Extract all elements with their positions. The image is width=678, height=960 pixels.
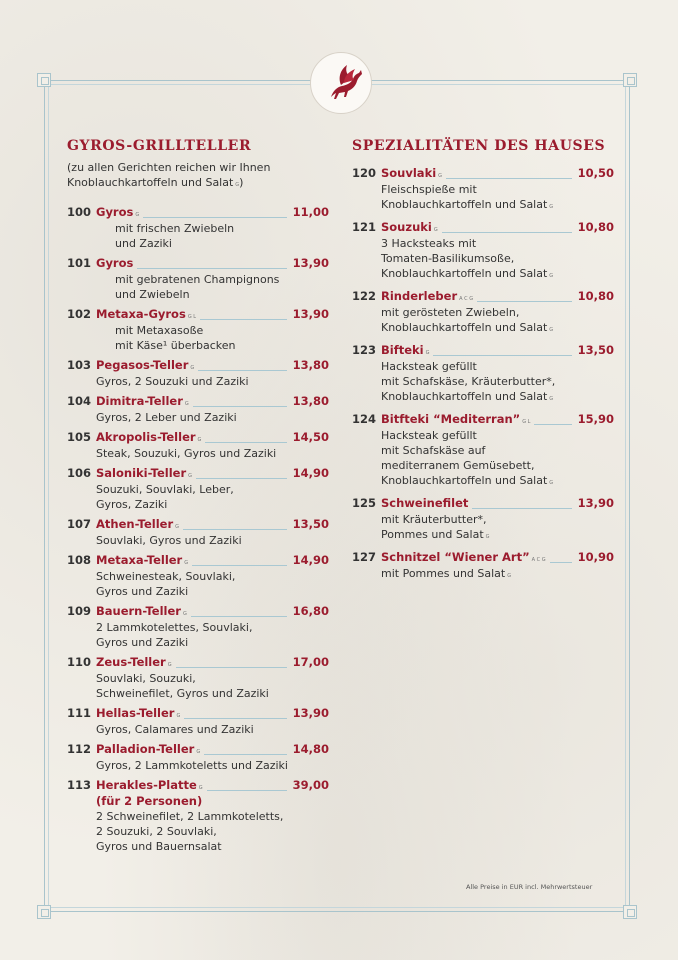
item-description bbox=[352, 305, 614, 320]
item-description-text: Gyros und Zaziki bbox=[96, 636, 189, 649]
item-description bbox=[352, 443, 614, 458]
item-price: 13,50 bbox=[292, 517, 329, 531]
item-description bbox=[352, 389, 614, 407]
item-description bbox=[67, 497, 329, 512]
menu-item-line bbox=[67, 778, 329, 794]
item-name: Gyros bbox=[96, 256, 134, 270]
price-rule bbox=[477, 301, 572, 302]
item-number: 123 bbox=[352, 343, 377, 357]
menu-item-line bbox=[352, 412, 614, 428]
price-rule bbox=[183, 529, 287, 530]
menu-item bbox=[67, 604, 329, 650]
allergen-codes: G bbox=[549, 480, 554, 486]
menu-item bbox=[67, 778, 329, 854]
item-description bbox=[352, 512, 614, 527]
item-number: 107 bbox=[67, 517, 92, 531]
item-name: Schweinefilet bbox=[381, 496, 469, 510]
item-description-text: Schweinesteak, Souvlaki, bbox=[96, 570, 236, 583]
item-name: Rinderleber bbox=[381, 289, 458, 303]
item-price: 14,90 bbox=[292, 466, 329, 480]
item-price: 10,80 bbox=[577, 220, 614, 234]
item-description-text: und Zaziki bbox=[115, 237, 172, 250]
price-rule bbox=[192, 565, 287, 566]
item-name: Bauern-Teller bbox=[96, 604, 181, 618]
item-price: 39,00 bbox=[292, 778, 329, 792]
item-description-text: mediterranem Gemüsebett, bbox=[381, 459, 535, 472]
menu-item bbox=[352, 550, 614, 584]
frame-corner-top-left bbox=[37, 73, 51, 87]
item-number: 103 bbox=[67, 358, 92, 372]
allergen-codes: G bbox=[175, 524, 180, 530]
item-number: 125 bbox=[352, 496, 377, 510]
item-description-text: mit gebratenen Champignons bbox=[115, 273, 280, 286]
item-price: 11,00 bbox=[292, 205, 329, 219]
menu-item bbox=[67, 256, 329, 302]
menu-item-line bbox=[67, 430, 329, 446]
menu-item-line bbox=[352, 220, 614, 236]
item-price: 13,90 bbox=[292, 256, 329, 270]
price-rule bbox=[534, 424, 571, 425]
menu-item bbox=[67, 307, 329, 353]
item-number: 122 bbox=[352, 289, 377, 303]
item-description-text: Hacksteak gefüllt bbox=[381, 360, 477, 373]
item-description-text: Gyros, 2 Souzuki und Zaziki bbox=[96, 375, 249, 388]
item-description bbox=[67, 722, 329, 737]
frame-corner-bottom-left bbox=[37, 905, 51, 919]
item-description-text: Steak, Souzuki, Gyros und Zaziki bbox=[96, 447, 277, 460]
item-description bbox=[67, 236, 329, 251]
menu-item bbox=[67, 466, 329, 512]
price-rule bbox=[191, 616, 287, 617]
item-description-text: und Zwiebeln bbox=[115, 288, 190, 301]
item-description bbox=[67, 338, 329, 353]
item-number: 121 bbox=[352, 220, 377, 234]
menu-item bbox=[67, 358, 329, 389]
item-description-text: Pommes und Salat bbox=[381, 528, 484, 541]
item-number: 100 bbox=[67, 205, 92, 219]
item-description bbox=[67, 410, 329, 425]
price-rule bbox=[446, 178, 572, 179]
item-description-text: 2 Schweinefilet, 2 Lammkoteletts, bbox=[96, 810, 284, 823]
item-description-text: Souzuki, Souvlaki, Leber, bbox=[96, 483, 234, 496]
menu-item-line bbox=[67, 466, 329, 482]
item-description bbox=[67, 686, 329, 701]
item-description bbox=[352, 266, 614, 284]
item-description-text: Gyros, 2 Lammkoteletts und Zaziki bbox=[96, 759, 288, 772]
item-description bbox=[352, 527, 614, 545]
allergen-codes: G bbox=[549, 327, 554, 333]
item-description-text: Fleischspieße mit bbox=[381, 183, 477, 196]
item-description-text: Knoblauchkartoffeln und Salat bbox=[381, 321, 548, 334]
price-rule bbox=[184, 718, 286, 719]
item-description bbox=[352, 374, 614, 389]
price-rule bbox=[137, 268, 286, 269]
item-description bbox=[67, 584, 329, 599]
menu-item bbox=[67, 655, 329, 701]
menu-item bbox=[352, 289, 614, 338]
allergen-codes: G bbox=[438, 173, 443, 179]
item-price: 13,90 bbox=[577, 496, 614, 510]
menu-item bbox=[352, 220, 614, 284]
menu-item-line bbox=[67, 604, 329, 620]
item-price: 15,90 bbox=[577, 412, 614, 426]
menu-item-line bbox=[67, 655, 329, 671]
item-price: 10,90 bbox=[577, 550, 614, 564]
item-price: 17,00 bbox=[292, 655, 329, 669]
item-description-text: Gyros, Zaziki bbox=[96, 498, 168, 511]
left-menu-list bbox=[67, 205, 329, 854]
menu-item-line bbox=[352, 343, 614, 359]
item-description-text: Hacksteak gefüllt bbox=[381, 429, 477, 442]
item-description bbox=[67, 809, 329, 824]
item-description bbox=[67, 446, 329, 461]
price-rule bbox=[472, 508, 571, 509]
item-name: Schnitzel “Wiener Art” bbox=[381, 550, 530, 564]
item-number: 113 bbox=[67, 778, 92, 792]
allergen-codes: G bbox=[182, 611, 187, 617]
item-description bbox=[67, 671, 329, 686]
item-description-text: mit Käse¹ überbacken bbox=[115, 339, 236, 352]
item-description-text: Knoblauchkartoffeln und Salat bbox=[381, 390, 548, 403]
item-name: Saloniki-Teller bbox=[96, 466, 187, 480]
allergen-codes: G bbox=[549, 273, 554, 279]
item-number: 106 bbox=[67, 466, 92, 480]
item-name: Metaxa-Teller bbox=[96, 553, 183, 567]
menu-item-line bbox=[67, 205, 329, 221]
allergen-codes: G bbox=[190, 365, 195, 371]
item-number: 120 bbox=[352, 166, 377, 180]
allergen-codes: G bbox=[197, 437, 202, 443]
frame-corner-top-right bbox=[623, 73, 637, 87]
item-number: 108 bbox=[67, 553, 92, 567]
item-description bbox=[67, 287, 329, 302]
item-description bbox=[67, 533, 329, 548]
item-price: 10,80 bbox=[577, 289, 614, 303]
item-extra: (für 2 Personen) bbox=[96, 794, 203, 808]
price-rule bbox=[198, 370, 286, 371]
item-description-text: mit Schafskäse auf bbox=[381, 444, 486, 457]
item-name: Metaxa-Gyros bbox=[96, 307, 186, 321]
item-description-text: mit Pommes und Salat bbox=[381, 567, 506, 580]
item-number: 112 bbox=[67, 742, 92, 756]
item-description bbox=[67, 323, 329, 338]
item-description bbox=[67, 620, 329, 635]
allergen-codes: G bbox=[135, 212, 140, 218]
item-description bbox=[352, 428, 614, 443]
item-price: 13,50 bbox=[577, 343, 614, 357]
item-description bbox=[352, 197, 614, 215]
item-description bbox=[67, 569, 329, 584]
item-description-text: Schweinefilet, Gyros und Zaziki bbox=[96, 687, 269, 700]
frame-corner-bottom-right bbox=[623, 905, 637, 919]
item-description-text: mit Schafskäse, Kräuterbutter*, bbox=[381, 375, 556, 388]
price-footnote: Alle Preise in EUR incl. Mehrwertsteuer bbox=[466, 883, 593, 891]
menu-item-line bbox=[67, 742, 329, 758]
allergen-codes: A C G bbox=[531, 557, 546, 563]
item-description-text: 3 Hacksteaks mit bbox=[381, 237, 477, 250]
item-description-text: Souvlaki, Souzuki, bbox=[96, 672, 196, 685]
price-rule bbox=[205, 442, 286, 443]
item-price: 16,80 bbox=[292, 604, 329, 618]
item-description-text: Souvlaki, Gyros und Zaziki bbox=[96, 534, 242, 547]
menu-item bbox=[67, 553, 329, 599]
menu-item-line bbox=[352, 550, 614, 566]
price-rule bbox=[176, 667, 287, 668]
pegasus-icon bbox=[311, 53, 373, 115]
item-description bbox=[352, 320, 614, 338]
item-name: Bifteki bbox=[381, 343, 424, 357]
item-name: Souvlaki bbox=[381, 166, 437, 180]
item-name: Akropolis-Teller bbox=[96, 430, 196, 444]
allergen-codes: G bbox=[425, 350, 430, 356]
item-name: Athen-Teller bbox=[96, 517, 174, 531]
item-name: Gyros bbox=[96, 205, 134, 219]
allergen-codes: G bbox=[549, 396, 554, 402]
item-description bbox=[352, 458, 614, 473]
item-number: 111 bbox=[67, 706, 92, 720]
allergen-codes: A C G bbox=[459, 296, 474, 302]
menu-item-line bbox=[67, 256, 329, 272]
allergen-codes: G bbox=[507, 573, 512, 579]
item-price: 14,50 bbox=[292, 430, 329, 444]
menu-item bbox=[67, 394, 329, 425]
allergen-codes: G bbox=[176, 713, 181, 719]
item-name: Souzuki bbox=[381, 220, 432, 234]
menu-item bbox=[67, 742, 329, 773]
left-column bbox=[67, 138, 329, 854]
item-description-text: Knoblauchkartoffeln und Salat bbox=[381, 474, 548, 487]
item-price: 14,80 bbox=[292, 742, 329, 756]
item-description-text: mit Metaxasoße bbox=[115, 324, 204, 337]
price-rule bbox=[143, 217, 286, 218]
item-description-text: 2 Lammkotelettes, Souvlaki, bbox=[96, 621, 253, 634]
item-price: 13,90 bbox=[292, 307, 329, 321]
item-description-text: Gyros und Zaziki bbox=[96, 585, 189, 598]
logo bbox=[310, 52, 372, 114]
item-description-text: Knoblauchkartoffeln und Salat bbox=[381, 198, 548, 211]
menu-item bbox=[352, 343, 614, 407]
item-number: 104 bbox=[67, 394, 92, 408]
menu-item-line bbox=[352, 289, 614, 305]
item-description-text: Tomaten-Basilikumsoße, bbox=[381, 252, 515, 265]
allergen-codes: G bbox=[198, 785, 203, 791]
allergen-codes: G bbox=[485, 534, 490, 540]
item-description-text: mit frischen Zwiebeln bbox=[115, 222, 235, 235]
price-rule bbox=[550, 562, 572, 563]
menu-item-line bbox=[67, 307, 329, 323]
item-description-text: Knoblauchkartoffeln und Salat bbox=[381, 267, 548, 280]
item-description bbox=[67, 824, 329, 839]
menu-item bbox=[352, 166, 614, 215]
item-price: 13,80 bbox=[292, 394, 329, 408]
menu-item-line bbox=[67, 394, 329, 410]
menu-item-line bbox=[67, 358, 329, 374]
section-title-spezialitaeten: SPEZIALITÄTEN DES HAUSES bbox=[352, 138, 606, 154]
menu-item bbox=[67, 205, 329, 251]
item-description bbox=[352, 359, 614, 374]
item-number: 109 bbox=[67, 604, 92, 618]
menu-item-line bbox=[352, 496, 614, 512]
menu-item bbox=[352, 496, 614, 545]
item-price: 10,50 bbox=[577, 166, 614, 180]
item-name: Herakles-Platte bbox=[96, 778, 197, 792]
item-price: 14,90 bbox=[292, 553, 329, 567]
item-number: 127 bbox=[352, 550, 377, 564]
item-description bbox=[352, 182, 614, 197]
item-price: 13,90 bbox=[292, 706, 329, 720]
item-name: Dimitra-Teller bbox=[96, 394, 183, 408]
price-rule bbox=[200, 319, 287, 320]
item-description-text: 2 Souzuki, 2 Souvlaki, bbox=[96, 825, 217, 838]
item-description bbox=[352, 251, 614, 266]
item-name: Zeus-Teller bbox=[96, 655, 166, 669]
menu-item bbox=[67, 517, 329, 548]
item-description bbox=[352, 566, 614, 584]
menu-item-line bbox=[67, 517, 329, 533]
price-rule bbox=[442, 232, 572, 233]
item-description bbox=[67, 839, 329, 854]
price-rule bbox=[196, 478, 287, 479]
allergen-codes: G bbox=[433, 227, 438, 233]
item-number: 101 bbox=[67, 256, 92, 270]
item-name: Pegasos-Teller bbox=[96, 358, 189, 372]
allergen-codes: G bbox=[188, 473, 193, 479]
item-description bbox=[67, 374, 329, 389]
item-description bbox=[352, 236, 614, 251]
allergen-codes: G bbox=[184, 560, 189, 566]
menu-item bbox=[67, 706, 329, 737]
item-description-text: Gyros, 2 Leber und Zaziki bbox=[96, 411, 237, 424]
price-rule bbox=[204, 754, 286, 755]
menu-item-line bbox=[67, 706, 329, 722]
item-description-text: Gyros, Calamares und Zaziki bbox=[96, 723, 254, 736]
item-description bbox=[352, 473, 614, 491]
item-description bbox=[67, 272, 329, 287]
menu-item bbox=[67, 430, 329, 461]
price-rule bbox=[193, 406, 287, 407]
item-name: Palladion-Teller bbox=[96, 742, 195, 756]
item-description bbox=[67, 635, 329, 650]
section-title-gyros-grillteller: GYROS-GRILLTELLER bbox=[67, 138, 252, 154]
menu-item-line bbox=[352, 166, 614, 182]
item-name: Hellas-Teller bbox=[96, 706, 175, 720]
item-number: 102 bbox=[67, 307, 92, 321]
item-number: 110 bbox=[67, 655, 92, 669]
item-description-text: mit Kräuterbutter*, bbox=[381, 513, 487, 526]
menu-item bbox=[352, 412, 614, 491]
right-column bbox=[352, 138, 614, 584]
item-description bbox=[67, 482, 329, 497]
subtitle-line-2: Knoblauchkartoffeln und Salat G) bbox=[67, 176, 244, 189]
allergen-codes: G bbox=[196, 749, 201, 755]
allergen-codes: G bbox=[167, 662, 172, 668]
price-rule bbox=[433, 355, 571, 356]
item-price: 13,80 bbox=[292, 358, 329, 372]
item-number: 105 bbox=[67, 430, 92, 444]
item-description-text: Gyros und Bauernsalat bbox=[96, 840, 222, 853]
section-subtitle bbox=[67, 160, 329, 193]
allergen-codes: G L bbox=[522, 419, 531, 425]
item-description-text: mit gerösteten Zwiebeln, bbox=[381, 306, 520, 319]
right-menu-list bbox=[352, 166, 614, 584]
subtitle-line-1: (zu allen Gerichten reichen wir Ihnen bbox=[67, 161, 271, 174]
allergen-codes: G L bbox=[187, 314, 197, 320]
allergen-codes: G bbox=[184, 401, 189, 407]
menu-item-line bbox=[67, 553, 329, 569]
price-rule bbox=[207, 790, 287, 791]
item-name: Bitfteki “Mediterran” bbox=[381, 412, 521, 426]
allergen-codes: G bbox=[549, 204, 554, 210]
item-description bbox=[67, 221, 329, 236]
item-number: 124 bbox=[352, 412, 377, 426]
item-description bbox=[67, 758, 329, 773]
